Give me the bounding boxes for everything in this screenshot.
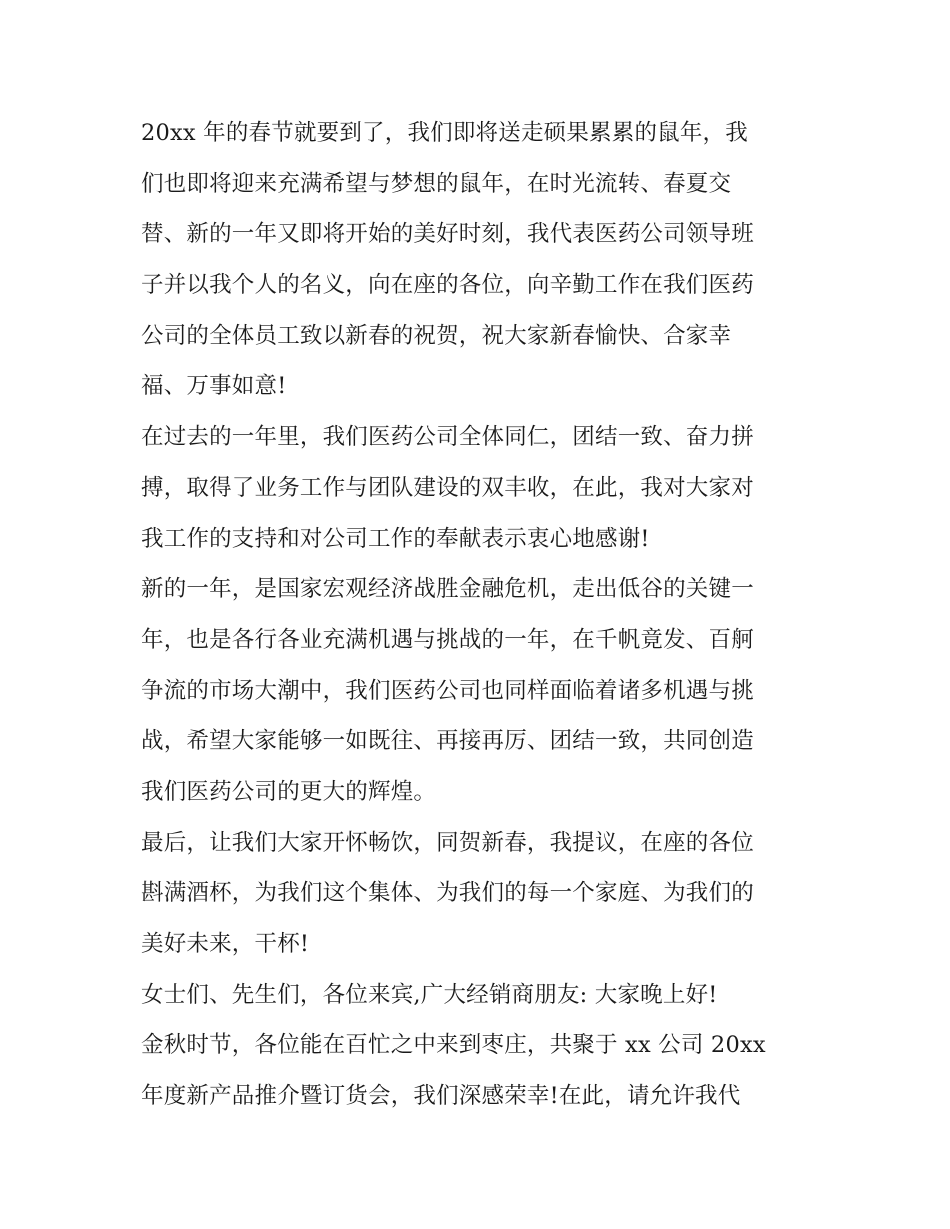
text-line: 女士们、先生们，各位来宾,广大经销商朋友: 大家晚上好! [141,981,718,1008]
text-line: 年度新产品推介暨订货会，我们深感荣幸!在此，请允许我代 [141,1083,741,1110]
text-line: 新的一年，是国家宏观经济战胜金融危机，走出低谷的关键一 [141,576,754,603]
text-line: 金秋时节，各位能在百忙之中来到枣庄，共聚于 xx 公司 20xx [141,1032,766,1059]
text-line: 替、新的一年又即将开始的美好时刻，我代表医药公司领导班 [141,221,754,248]
text-line: 子并以我个人的名义，向在座的各位，向辛勤工作在我们医药 [141,272,754,299]
text-line: 在过去的一年里，我们医药公司全体同仁，团结一致、奋力拼 [141,424,754,451]
text-line: 们也即将迎来充满希望与梦想的鼠年，在时光流转、春夏交 [141,170,732,197]
text-line: 年，也是各行各业充满机遇与挑战的一年，在千帆竟发、百舸 [141,626,754,653]
text-line: 美好未来，干杯! [141,931,310,957]
text-line: 公司的全体员工致以新春的祝贺，祝大家新春愉快、合家幸 [141,322,732,349]
text-line: 战，希望大家能够一如既往、再接再厉、团结一致，共同创造 [141,728,754,755]
text-line: 争流的市场大潮中，我们医药公司也同样面临着诸多机遇与挑 [141,677,754,704]
text-line: 我们医药公司的更大的辉煌。 [141,778,437,805]
text-line: 福、万事如意! [141,373,287,400]
document-body [141,108,831,1122]
text-line: 搏，取得了业务工作与团队建设的双丰收，在此，我对大家对 [141,474,754,501]
text-line: 我工作的支持和对公司工作的奉献表示衷心地感谢! [141,525,650,552]
text-line: 最后，让我们大家开怀畅饮，同贺新春，我提议，在座的各位 [141,829,754,856]
text-line: 斟满酒杯，为我们这个集体、为我们的每一个家庭、为我们的 [141,880,754,907]
text-line: 20xx 年的春节就要到了，我们即将送走硕果累累的鼠年，我 [141,120,748,146]
